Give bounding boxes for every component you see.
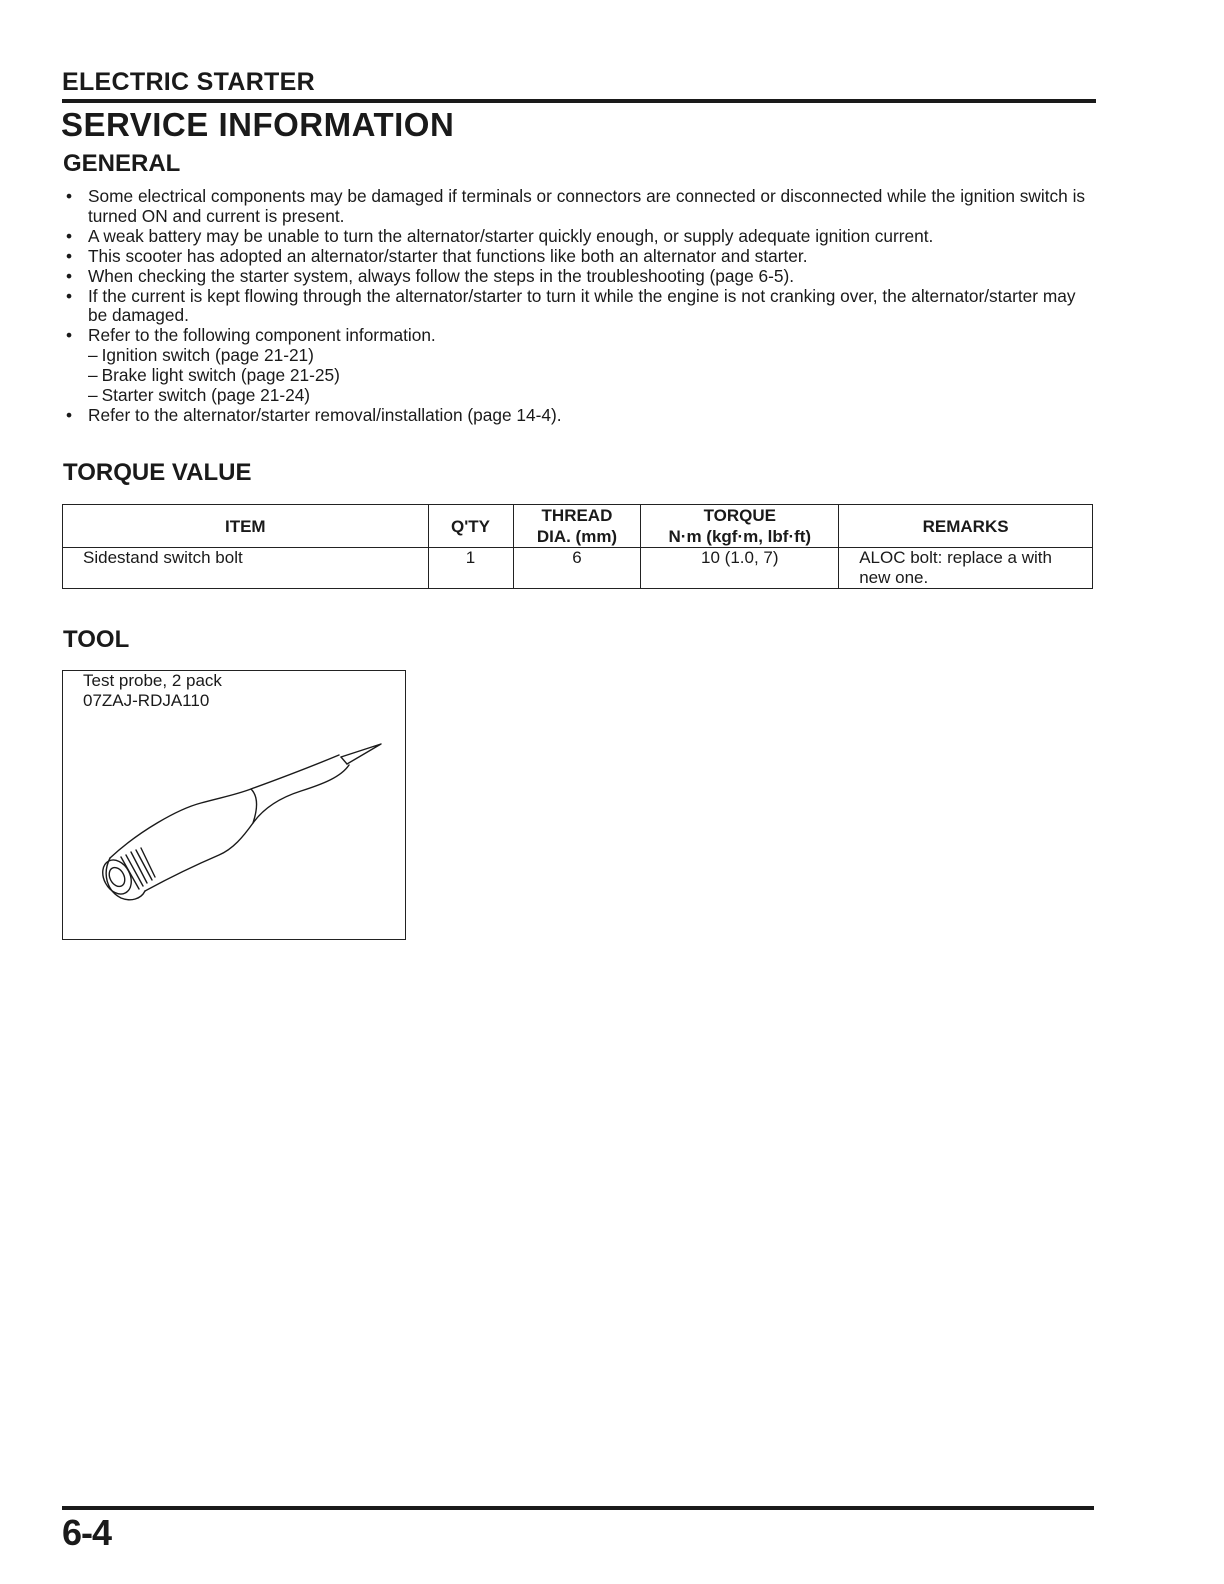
- dash-mark: –: [88, 385, 98, 406]
- dash-mark: –: [88, 365, 98, 386]
- bullet-item: [64, 326, 1098, 346]
- section-header: ELECTRIC STARTER: [62, 68, 315, 96]
- torque-header-line1: TORQUE: [703, 506, 777, 525]
- sub-item: [64, 386, 1098, 406]
- page-title: SERVICE INFORMATION: [61, 106, 455, 143]
- tool-text: [83, 671, 222, 711]
- remarks-line1: ALOC bolt: replace a with: [859, 548, 1052, 567]
- column-header-torque: [641, 505, 839, 548]
- column-header-remarks: REMARKS: [839, 505, 1093, 548]
- bullet-dot: •: [66, 186, 73, 206]
- cell-thread: 6: [513, 548, 641, 589]
- test-probe-icon: [83, 731, 393, 936]
- cell-item: Sidestand switch bolt: [63, 548, 429, 589]
- bullet-dot: •: [66, 265, 73, 286]
- bullet-text: This scooter has adopted an alternator/starter that functions like both an alternator and starter.: [88, 245, 808, 266]
- sub-item-text: Starter switch (page 21-24): [101, 385, 311, 406]
- bullet-text: A weak battery may be unable to turn the alternator/starter quickly enough, or supply adequate ignition current.: [88, 225, 934, 246]
- sub-item-text: Brake light switch (page 21-25): [101, 365, 340, 386]
- bullet-item: [64, 227, 1098, 247]
- thread-header-line2: DIA. (mm): [536, 527, 618, 546]
- bullet-item: [64, 406, 1098, 426]
- bullet-text: Refer to the following component information.: [88, 325, 436, 346]
- cell-qty: 1: [428, 548, 513, 589]
- bullet-item: [64, 267, 1098, 287]
- bullet-text: Refer to the alternator/starter removal/installation (page 14-4).: [88, 404, 562, 425]
- bullet-dot: •: [66, 245, 73, 266]
- header-rule: [62, 99, 1096, 103]
- sub-item-text: Ignition switch (page 21-21): [101, 345, 314, 366]
- column-header-thread: [513, 505, 641, 548]
- column-header-qty: Q'TY: [428, 505, 513, 548]
- remarks-line2: new one.: [859, 568, 929, 587]
- tool-heading: TOOL: [63, 626, 130, 653]
- tool-name: Test probe, 2 pack: [83, 671, 222, 690]
- cell-torque: 10 (1.0, 7): [641, 548, 839, 589]
- tool-box: [62, 670, 406, 940]
- torque-header-line2: N·m (kgf·m, lbf·ft): [668, 527, 812, 546]
- bullet-item: [64, 287, 1098, 327]
- column-header-item: ITEM: [63, 505, 429, 548]
- general-heading: GENERAL: [63, 150, 181, 177]
- general-bullet-list: [64, 187, 1098, 426]
- bullet-text: When checking the starter system, always follow the steps in the troubleshooting (page 6-5).: [88, 265, 795, 286]
- page-number: 6-4: [62, 1512, 112, 1553]
- table-row: [63, 548, 1093, 589]
- bullet-text: Some electrical components may be damaged if terminals or connectors are connected or disconnected while the ignition switch is turned ON and current is present.: [88, 186, 1086, 226]
- bullet-text: If the current is kept flowing through the alternator/starter to turn it while the engine is not cranking over, the alternator/starter may be damaged.: [88, 285, 1076, 326]
- table-header-row: [63, 505, 1093, 548]
- footer-rule: [62, 1506, 1094, 1510]
- thread-header-line1: THREAD: [541, 506, 613, 525]
- sub-item: [64, 346, 1098, 366]
- tool-part-number: 07ZAJ-RDJA110: [83, 691, 210, 710]
- bullet-item: [64, 187, 1098, 227]
- bullet-dot: •: [66, 325, 73, 346]
- dash-mark: –: [88, 345, 98, 366]
- bullet-item: [64, 247, 1098, 267]
- torque-heading: TORQUE VALUE: [63, 459, 252, 486]
- bullet-dot: •: [66, 404, 73, 425]
- bullet-dot: •: [66, 285, 73, 306]
- bullet-dot: •: [66, 225, 73, 246]
- torque-table: [62, 504, 1093, 589]
- cell-remarks: [839, 548, 1093, 589]
- sub-item: [64, 366, 1098, 386]
